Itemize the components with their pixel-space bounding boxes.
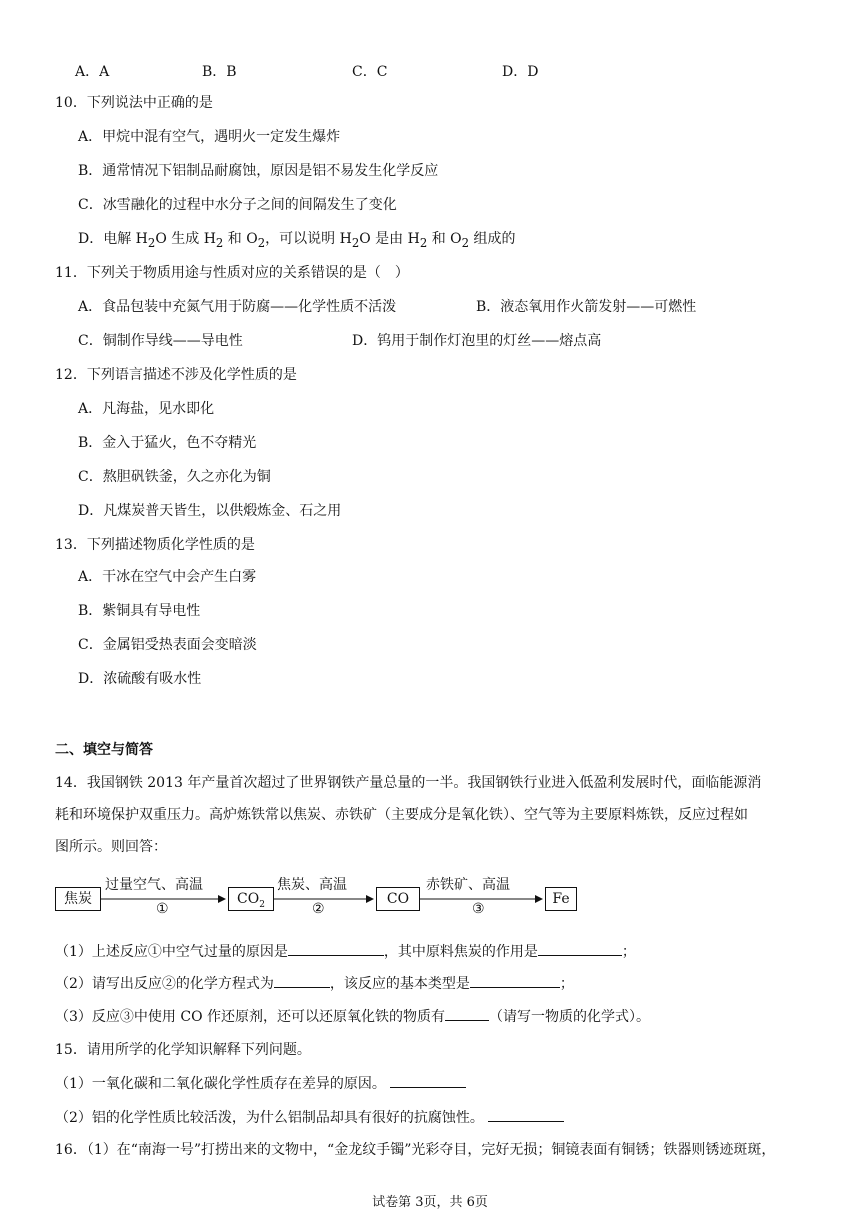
q14-part-2-text-c: ； <box>559 976 574 992</box>
q14-part-2 <box>55 973 574 994</box>
q10-d-sub: 2 <box>461 235 470 250</box>
q14-part-1-text-c: ； <box>621 944 636 960</box>
q12-option-d[interactable]: D．凡煤炭普天皆生，以供煅炼金、石之用 <box>78 503 342 519</box>
q15-part-2-text: （2）铝的化学性质比较活泼，为什么铝制品却具有很好的抗腐蚀性。 <box>55 1110 484 1126</box>
q15-part-1 <box>55 1073 466 1094</box>
q14-part-3 <box>55 1006 650 1027</box>
q10-d-sub: 2 <box>351 235 360 250</box>
q14-part-2-blank-1[interactable] <box>274 973 330 988</box>
q14-part-2-blank-2[interactable] <box>470 973 560 988</box>
q14-part-1-blank-1[interactable] <box>288 941 384 956</box>
step-1-marker: ① <box>156 901 169 917</box>
q10-stem: 10．下列说法中正确的是 <box>55 95 213 111</box>
q10-d-text-2: O 生成 H <box>155 231 216 247</box>
q14-part-1-text-b: ，其中原料焦炭的作用是 <box>383 944 538 960</box>
flow-box-fe: Fe <box>545 887 577 911</box>
q14-text-line-3: 图所示。则回答： <box>55 839 167 855</box>
q12-stem: 12．下列语言描述不涉及化学性质的是 <box>55 367 297 383</box>
q15-part-1-text: （1）一氧化碳和二氧化碳化学性质存在差异的原因。 <box>55 1076 386 1092</box>
q13-option-b[interactable]: B．紫铜具有导电性 <box>78 603 201 619</box>
q14-part-2-text-a: （2）请写出反应②的化学方程式为 <box>55 976 274 992</box>
q11-stem: 11．下列关于物质用途与性质对应的关系错误的是（ ） <box>55 265 409 281</box>
q11-option-a[interactable]: A．食品包装中充氮气用于防腐——化学性质不活泼 <box>78 299 397 315</box>
q11-option-d[interactable]: D．钨用于制作灯泡里的灯丝——熔点高 <box>352 333 602 349</box>
q10-d-sub: 2 <box>257 235 266 250</box>
step-2-marker: ② <box>312 901 325 917</box>
q14-part-3-text-b: （请写一物质的化学式）。 <box>489 1009 650 1025</box>
q15-stem: 15．请用所学的化学知识解释下列问题。 <box>55 1042 311 1058</box>
q9-option-d[interactable]: D．D <box>502 64 539 80</box>
page-footer: 试卷第 3页，共 6页 <box>372 1195 488 1210</box>
q14-part-3-text-a: （3）反应③中使用 CO 作还原剂，还可以还原氧化铁的物质有 <box>55 1009 445 1025</box>
q9-option-a[interactable]: A．A <box>75 64 110 80</box>
q15-part-1-blank[interactable] <box>390 1073 466 1088</box>
arrow-2-label: 焦炭、高温 <box>277 877 347 893</box>
q10-d-text-3: 和 O <box>223 231 258 247</box>
arrow-3-label: 赤铁矿、高温 <box>426 877 510 893</box>
q10-d-sub: 2 <box>215 235 224 250</box>
q11-option-b[interactable]: B．液态氧用作火箭发射——可燃性 <box>476 299 697 315</box>
q10-option-a[interactable]: A．甲烷中混有空气，遇明火一定发生爆炸 <box>78 129 341 145</box>
q12-option-c[interactable]: C．熬胆矾铁釜，久之亦化为铜 <box>78 469 271 485</box>
q14-part-1-blank-2[interactable] <box>538 941 622 956</box>
arrow-1-label: 过量空气、高温 <box>105 877 203 893</box>
q15-part-2-blank[interactable] <box>488 1107 564 1122</box>
flow-box-co: CO <box>376 887 420 911</box>
q9-option-b[interactable]: B．B <box>202 64 237 80</box>
q10-d-text-1: D．电解 H <box>78 231 148 247</box>
q15-part-2 <box>55 1107 564 1128</box>
q11-option-c[interactable]: C．铜制作导线——导电性 <box>78 333 243 349</box>
q12-option-b[interactable]: B．金入于猛火，色不夺精光 <box>78 435 257 451</box>
q14-part-2-text-b: ，该反应的基本类型是 <box>329 976 470 992</box>
q10-d-text-7: 组成的 <box>469 231 516 247</box>
co2-subscript: 2 <box>259 899 265 910</box>
q14-part-1 <box>55 941 636 962</box>
q14-text-line-2: 耗和环境保护双重压力。高炉炼铁常以焦炭、赤铁矿（主要成分是氧化铁）、空气等为主要原料炼铁，反应过程如 <box>55 807 748 823</box>
co2-text: CO <box>237 891 260 907</box>
q9-option-c[interactable]: C．C <box>352 64 388 80</box>
q10-d-text-6: 和 O <box>427 231 462 247</box>
q10-d-sub: 2 <box>419 235 428 250</box>
q13-option-c[interactable]: C．金属铝受热表面会变暗淡 <box>78 637 257 653</box>
q16-text-line-1: 16．（1）在“南海一号”打捞出来的文物中，“金龙纹手镯”光彩夺目，完好无损；铜镜表面有铜锈；铁器则锈迹斑斑， <box>55 1142 776 1158</box>
q14-part-1-text-a: （1）上述反应①中空气过量的原因是 <box>55 944 288 960</box>
flow-box-co2 <box>228 887 274 911</box>
q10-option-d[interactable] <box>78 229 516 253</box>
step-3-marker: ③ <box>472 901 485 917</box>
section-heading: 二、填空与简答 <box>55 742 153 758</box>
q13-stem: 13．下列描述物质化学性质的是 <box>55 537 255 553</box>
q12-option-a[interactable]: A．凡海盐，见水即化 <box>78 401 215 417</box>
q10-d-text-5: O 是由 H <box>359 231 420 247</box>
q14-part-3-blank[interactable] <box>445 1006 489 1021</box>
q13-option-a[interactable]: A．干冰在空气中会产生白雾 <box>78 569 257 585</box>
q14-text-line-1: 14．我国钢铁 2013 年产量首次超过了世界钢铁产量总量的一半。我国钢铁行业进入低盈利发展时代，面临能源消 <box>55 775 762 791</box>
q13-option-d[interactable]: D．浓硫酸有吸水性 <box>78 671 202 687</box>
q10-option-c[interactable]: C．冰雪融化的过程中水分子之间的间隔发生了变化 <box>78 197 397 213</box>
q10-d-sub: 2 <box>147 235 156 250</box>
q10-d-text-4: ，可以说明 H <box>265 231 352 247</box>
ironmaking-flow-diagram <box>55 870 585 920</box>
flow-box-coke: 焦炭 <box>55 887 101 911</box>
q10-option-b[interactable]: B．通常情况下铝制品耐腐蚀，原因是铝不易发生化学反应 <box>78 163 439 179</box>
